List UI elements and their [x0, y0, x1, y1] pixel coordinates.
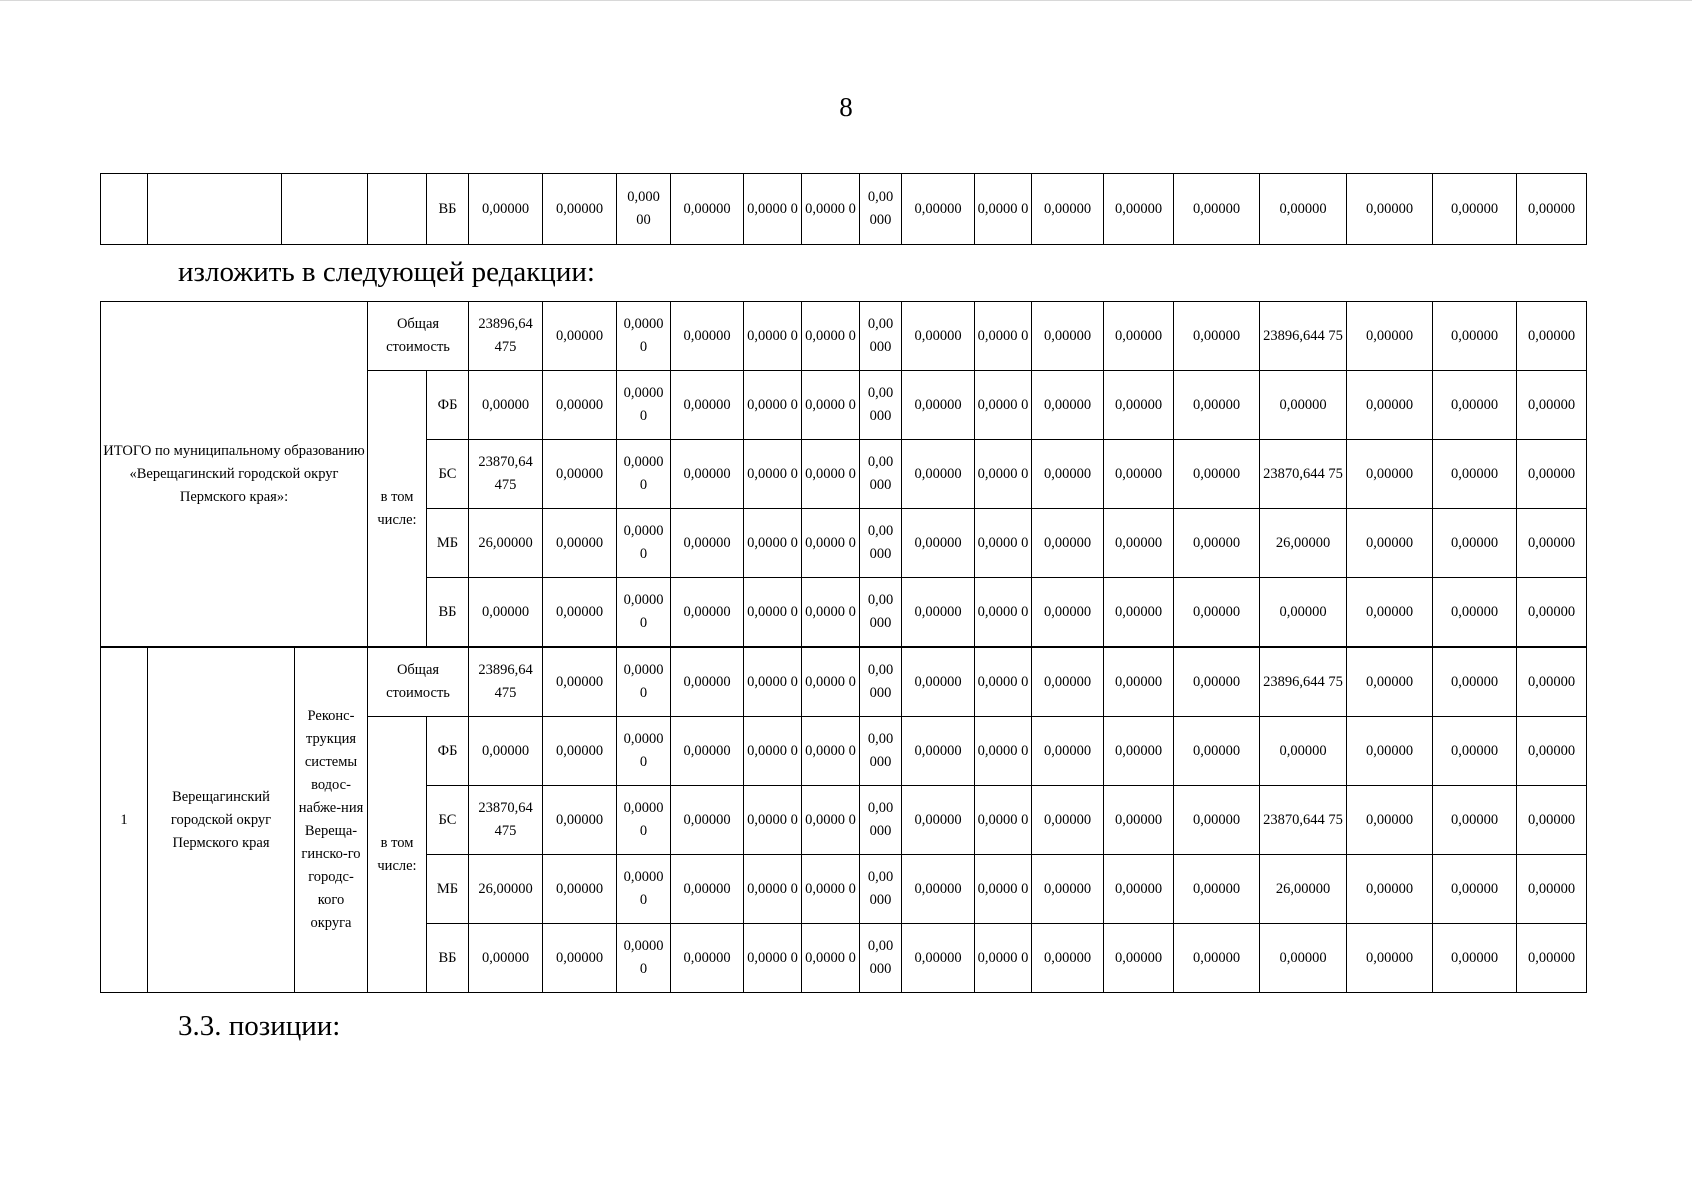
scan-top-edge [0, 0, 1692, 1]
value-cell: 0,0000 0 [975, 440, 1032, 509]
object-table [100, 647, 1587, 993]
value-cell: 0,00000 [1104, 440, 1174, 509]
heading-positions: 3.3. позиции: [178, 1010, 341, 1042]
value-cell: 0,00000 [671, 786, 744, 855]
value-cell: 0,00000 [1347, 648, 1433, 717]
value-cell: 26,00000 [469, 855, 543, 924]
value-cell: 0,0000 0 [617, 924, 671, 993]
value-cell: 0,00000 [1032, 302, 1104, 371]
value-cell: 0,0000 0 [802, 174, 860, 245]
page-number: 8 [839, 92, 853, 122]
value-cell: 0,0000 0 [617, 648, 671, 717]
value-cell: 0,00000 [1347, 174, 1433, 245]
value-cell: 0,00000 [1347, 855, 1433, 924]
value-cell: 0,0000 0 [802, 648, 860, 717]
value-cell: 0,00000 [1433, 440, 1517, 509]
value-cell: 0,00000 [671, 440, 744, 509]
value-cell: 0,0000 0 [975, 924, 1032, 993]
value-cell: 0,00 000 [860, 509, 902, 578]
value-cell: 26,00000 [1260, 509, 1347, 578]
source-fb: ФБ [427, 371, 469, 440]
value-cell: 0,00000 [902, 648, 975, 717]
value-cell: 0,0000 0 [744, 302, 802, 371]
value-cell: 0,00000 [1104, 371, 1174, 440]
value-cell: 0,00000 [469, 717, 543, 786]
value-cell: 0,00000 [1032, 509, 1104, 578]
value-cell: 0,0000 0 [617, 717, 671, 786]
municipality-name: Верещагинский городской округ Пермского края [148, 648, 295, 993]
value-cell: 0,0000 0 [975, 855, 1032, 924]
value-cell: 0,0000 0 [617, 440, 671, 509]
top-table-row [101, 174, 1587, 245]
value-cell: 0,00000 [1032, 786, 1104, 855]
value-cell: 0,00000 [543, 509, 617, 578]
source-mb: МБ [427, 509, 469, 578]
value-cell: 0,00000 [1104, 717, 1174, 786]
value-cell: 0,00000 [543, 648, 617, 717]
value-cell: 0,0000 0 [975, 302, 1032, 371]
value-cell: 23870,644 75 [1260, 440, 1347, 509]
value-cell: 0,0000 0 [802, 371, 860, 440]
value-cell: 0,00000 [671, 174, 744, 245]
object-row-total [101, 648, 1587, 717]
empty-cell [282, 174, 368, 245]
value-cell: 0,0000 0 [744, 924, 802, 993]
value-cell: 0,00000 [469, 174, 543, 245]
value-cell: 0,00000 [902, 302, 975, 371]
value-cell: 0,00000 [1174, 578, 1260, 647]
value-cell: 23870,644 75 [1260, 786, 1347, 855]
value-cell: 0,00000 [1517, 509, 1587, 578]
value-cell: 0,00000 [1032, 371, 1104, 440]
value-cell: 0,00000 [1104, 855, 1174, 924]
value-cell: 26,00000 [1260, 855, 1347, 924]
value-cell: 0,00000 [1433, 648, 1517, 717]
value-cell: 0,00000 [1032, 648, 1104, 717]
empty-cell [368, 174, 427, 245]
including-label: в том числе: [368, 371, 427, 647]
value-cell: 0,00 000 [860, 440, 902, 509]
value-cell: 0,00000 [1104, 509, 1174, 578]
value-cell: 0,00000 [902, 855, 975, 924]
value-cell: 0,00000 [902, 578, 975, 647]
value-cell: 0,00 000 [860, 786, 902, 855]
value-cell: 0,00000 [1032, 174, 1104, 245]
value-cell: 0,0000 0 [802, 855, 860, 924]
value-cell: 0,00000 [1104, 924, 1174, 993]
value-cell: 0,00 000 [860, 717, 902, 786]
value-cell: 26,00000 [469, 509, 543, 578]
value-cell: 0,00000 [543, 302, 617, 371]
value-cell: 0,00000 [671, 855, 744, 924]
value-cell: 0,0000 0 [802, 578, 860, 647]
value-cell: 0,00000 [902, 174, 975, 245]
value-cell: 0,0000 0 [975, 371, 1032, 440]
value-cell: 0,00000 [1347, 440, 1433, 509]
value-cell: 0,00000 [1260, 717, 1347, 786]
value-cell: 0,00000 [671, 578, 744, 647]
value-cell: 0,00000 [469, 578, 543, 647]
including-label: в том числе: [368, 717, 427, 993]
value-cell: 0,00000 [1104, 648, 1174, 717]
value-cell: 0,00000 [1517, 924, 1587, 993]
value-cell: 0,00000 [1517, 174, 1587, 245]
total-cost-label: Общая стоимость [368, 648, 469, 717]
value-cell: 0,00000 [902, 786, 975, 855]
value-cell: 0,0000 0 [802, 509, 860, 578]
value-cell: 0,0000 0 [617, 302, 671, 371]
value-cell: 0,0000 0 [975, 174, 1032, 245]
value-cell: 0,0000 0 [744, 371, 802, 440]
value-cell: 0,00000 [1517, 786, 1587, 855]
value-cell: 0,0000 0 [617, 509, 671, 578]
value-cell: 0,000 00 [617, 174, 671, 245]
row-number: 1 [101, 648, 148, 993]
value-cell: 0,00 000 [860, 371, 902, 440]
value-cell: 0,0000 0 [744, 717, 802, 786]
value-cell: 0,00 000 [860, 855, 902, 924]
value-cell: 0,0000 0 [744, 855, 802, 924]
value-cell: 0,00000 [1433, 302, 1517, 371]
value-cell: 0,00000 [543, 371, 617, 440]
value-cell: 0,0000 0 [975, 786, 1032, 855]
value-cell: 0,00000 [671, 648, 744, 717]
value-cell: 0,0000 0 [744, 440, 802, 509]
value-cell: 0,00000 [543, 440, 617, 509]
value-cell: 0,00000 [1517, 302, 1587, 371]
value-cell: 0,00000 [1174, 924, 1260, 993]
value-cell: 23896,644 75 [1260, 648, 1347, 717]
itogo-row-total [101, 302, 1587, 371]
top-table-fragment [100, 173, 1587, 245]
value-cell: 0,00000 [543, 174, 617, 245]
value-cell: 0,00 000 [860, 648, 902, 717]
value-cell: 0,00000 [1517, 855, 1587, 924]
value-cell: 0,00000 [1517, 578, 1587, 647]
value-cell: 0,00000 [1433, 855, 1517, 924]
value-cell: 0,00000 [1174, 371, 1260, 440]
value-cell: 0,00000 [1174, 855, 1260, 924]
value-cell: 0,00000 [1433, 717, 1517, 786]
value-cell: 0,00000 [1260, 924, 1347, 993]
value-cell: 0,00000 [1260, 174, 1347, 245]
value-cell: 0,00000 [543, 924, 617, 993]
value-cell: 0,00000 [1174, 786, 1260, 855]
value-cell: 23870,64 475 [469, 786, 543, 855]
value-cell: 0,0000 0 [617, 786, 671, 855]
value-cell: 0,00000 [1347, 578, 1433, 647]
value-cell: 0,00000 [671, 924, 744, 993]
source-cell: ВБ [427, 174, 469, 245]
value-cell: 0,0000 0 [975, 717, 1032, 786]
value-cell: 0,00000 [1174, 509, 1260, 578]
value-cell: 0,0000 0 [617, 371, 671, 440]
value-cell: 0,00000 [1347, 786, 1433, 855]
value-cell: 0,00000 [1032, 578, 1104, 647]
itogo-title: ИТОГО по муниципальному образованию «Верещагинский городской округ Пермского края»: [101, 302, 368, 647]
value-cell: 0,00000 [543, 786, 617, 855]
value-cell: 0,00000 [1347, 717, 1433, 786]
value-cell: 0,00000 [469, 371, 543, 440]
value-cell: 0,00000 [1104, 786, 1174, 855]
value-cell: 0,00000 [1174, 174, 1260, 245]
value-cell: 0,00 000 [860, 302, 902, 371]
value-cell: 0,00000 [1433, 924, 1517, 993]
heading-redaction: изложить в следующей редакции: [178, 256, 595, 288]
value-cell: 0,00000 [1032, 924, 1104, 993]
value-cell: 0,00000 [1032, 855, 1104, 924]
value-cell: 0,00 000 [860, 174, 902, 245]
source-mb: МБ [427, 855, 469, 924]
value-cell: 0,00000 [1433, 371, 1517, 440]
itogo-table [100, 301, 1587, 647]
value-cell: 0,00000 [1517, 371, 1587, 440]
source-fb: ФБ [427, 717, 469, 786]
object-name: Реконс-трукция системы водос-набже-ния Вереща-гинско-го городс-кого округа [295, 648, 368, 993]
value-cell: 0,00000 [1347, 371, 1433, 440]
value-cell: 0,00000 [1517, 440, 1587, 509]
value-cell: 0,00000 [1104, 302, 1174, 371]
value-cell: 0,00000 [1433, 174, 1517, 245]
value-cell: 0,00000 [469, 924, 543, 993]
value-cell: 0,00000 [1032, 717, 1104, 786]
value-cell: 0,00000 [1433, 578, 1517, 647]
value-cell: 0,00000 [1433, 786, 1517, 855]
value-cell: 0,00 000 [860, 578, 902, 647]
value-cell: 0,00000 [671, 302, 744, 371]
value-cell: 0,00000 [1174, 302, 1260, 371]
value-cell: 23896,644 75 [1260, 302, 1347, 371]
value-cell: 0,00000 [543, 855, 617, 924]
value-cell: 0,00000 [1347, 509, 1433, 578]
value-cell: 0,0000 0 [617, 855, 671, 924]
value-cell: 0,00000 [1174, 648, 1260, 717]
value-cell: 0,00000 [1174, 717, 1260, 786]
value-cell: 0,00000 [543, 578, 617, 647]
empty-cell [148, 174, 282, 245]
value-cell: 0,00000 [1032, 440, 1104, 509]
value-cell: 0,00000 [1174, 440, 1260, 509]
source-vb: ВБ [427, 924, 469, 993]
value-cell: 0,00000 [1347, 302, 1433, 371]
value-cell: 0,00000 [902, 509, 975, 578]
value-cell: 0,00000 [671, 717, 744, 786]
value-cell: 0,0000 0 [802, 717, 860, 786]
value-cell: 0,00000 [1104, 174, 1174, 245]
value-cell: 0,00000 [1347, 924, 1433, 993]
source-bs: БС [427, 440, 469, 509]
total-cost-label: Общая стоимость [368, 302, 469, 371]
value-cell: 0,00000 [1104, 578, 1174, 647]
value-cell: 0,00000 [671, 371, 744, 440]
value-cell: 23870,64 475 [469, 440, 543, 509]
value-cell: 0,0000 0 [744, 578, 802, 647]
value-cell: 0,00000 [543, 717, 617, 786]
value-cell: 0,0000 0 [975, 509, 1032, 578]
value-cell: 0,0000 0 [975, 648, 1032, 717]
value-cell: 0,00000 [1433, 509, 1517, 578]
value-cell: 23896,64 475 [469, 648, 543, 717]
value-cell: 0,0000 0 [744, 786, 802, 855]
value-cell: 0,00000 [902, 371, 975, 440]
value-cell: 0,00000 [1260, 371, 1347, 440]
value-cell: 0,00000 [902, 924, 975, 993]
value-cell: 0,0000 0 [802, 924, 860, 993]
value-cell: 0,00000 [671, 509, 744, 578]
value-cell: 0,00000 [1517, 717, 1587, 786]
value-cell: 0,0000 0 [744, 509, 802, 578]
value-cell: 0,00 000 [860, 924, 902, 993]
empty-cell [101, 174, 148, 245]
value-cell: 0,0000 0 [744, 174, 802, 245]
value-cell: 0,00000 [1517, 648, 1587, 717]
value-cell: 0,0000 0 [802, 786, 860, 855]
value-cell: 0,00000 [1260, 578, 1347, 647]
value-cell: 0,00000 [902, 717, 975, 786]
value-cell: 0,0000 0 [802, 440, 860, 509]
value-cell: 0,0000 0 [802, 302, 860, 371]
value-cell: 0,0000 0 [975, 578, 1032, 647]
value-cell: 0,00000 [902, 440, 975, 509]
value-cell: 0,0000 0 [744, 648, 802, 717]
value-cell: 23896,64 475 [469, 302, 543, 371]
source-bs: БС [427, 786, 469, 855]
source-vb: ВБ [427, 578, 469, 647]
value-cell: 0,0000 0 [617, 578, 671, 647]
